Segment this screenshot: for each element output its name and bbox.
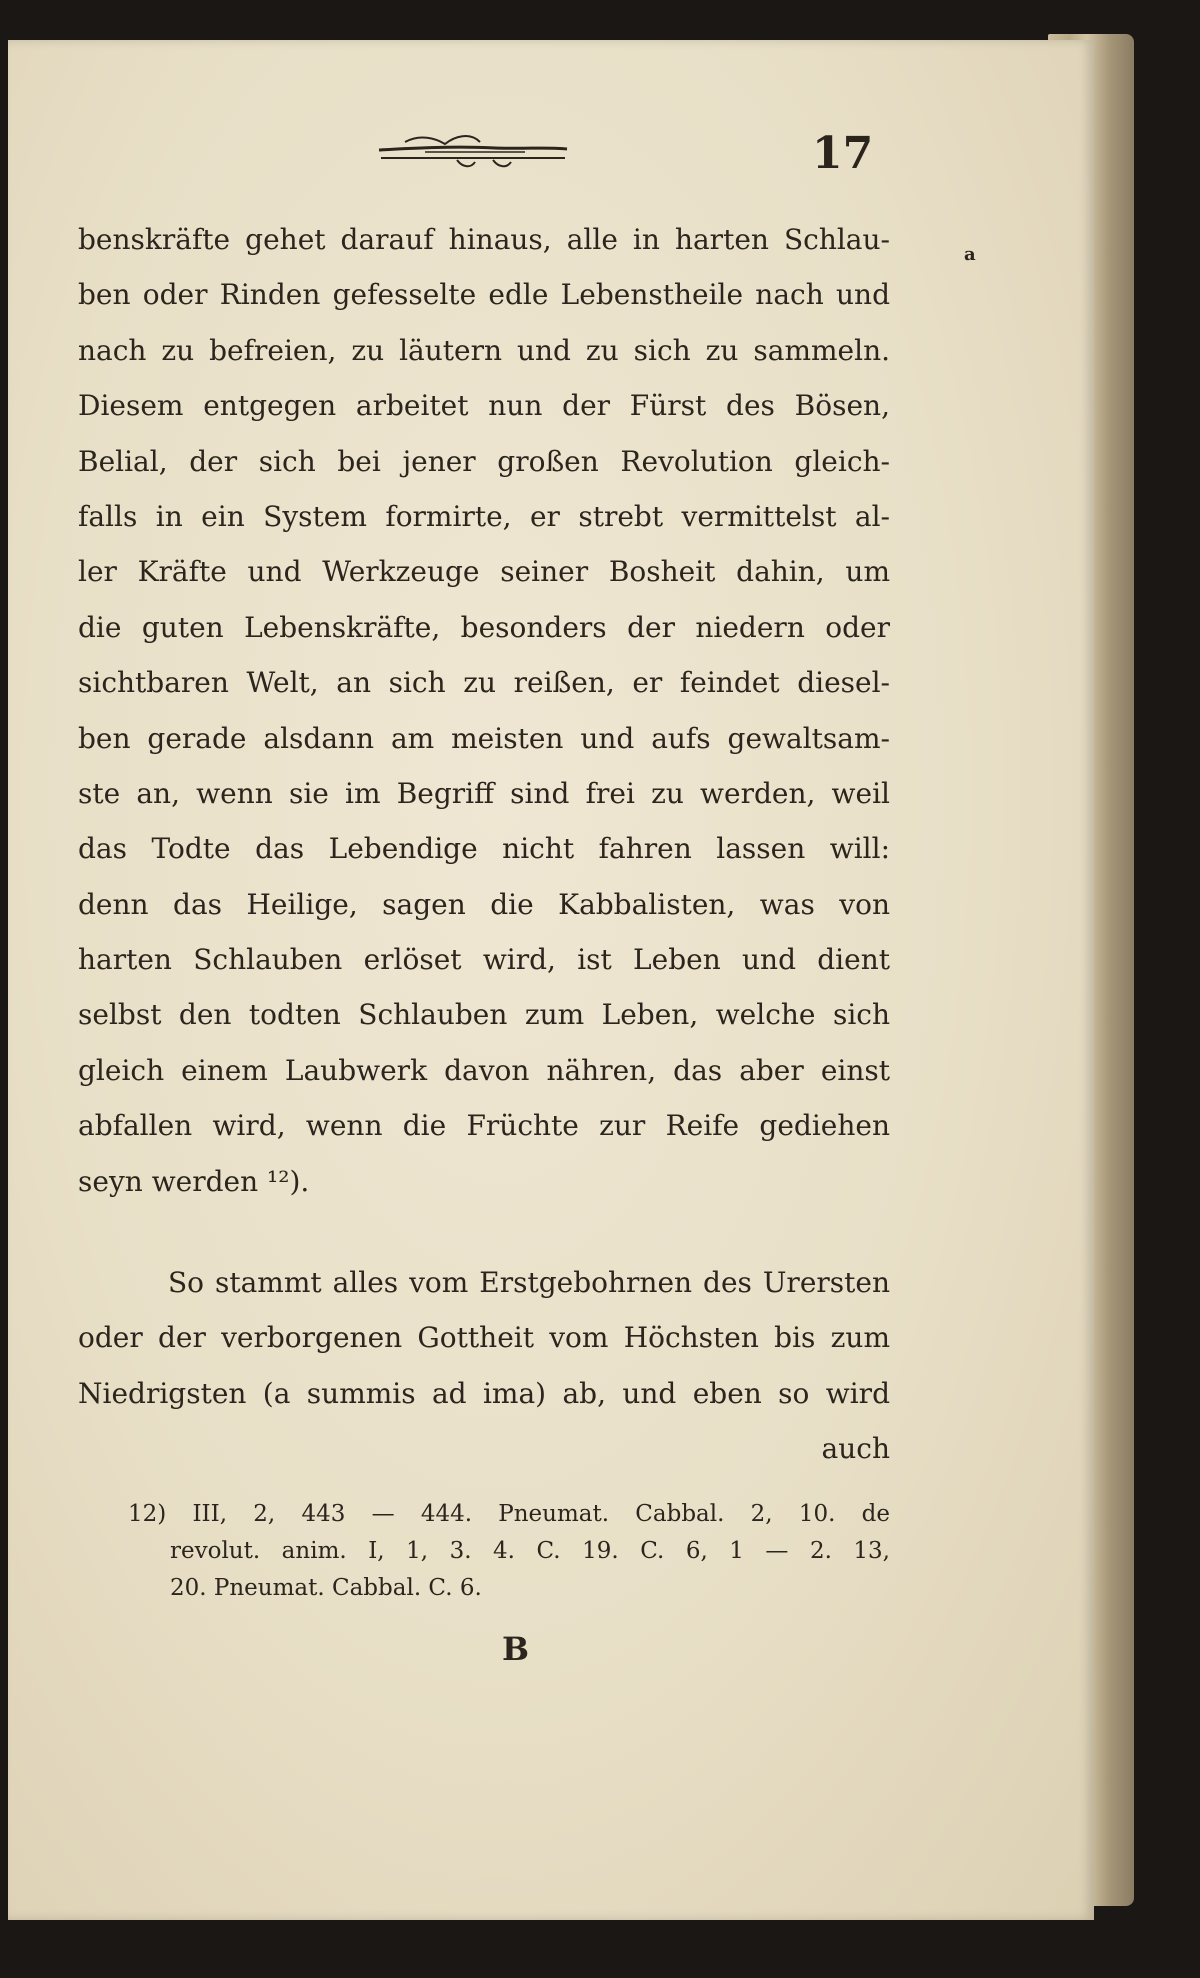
text-line: So stammt alles vom Erstgebohrnen des Urersten: [168, 1266, 890, 1300]
footnote-line: 12) III, 2, 443 — 444. Pneumat. Cabbal. 2, 10. de: [128, 1501, 890, 1527]
text-line: ste an, wenn sie im Begriff sind frei zu werden, weil: [78, 776, 890, 810]
text-line: Diesem entgegen arbeitet nun der Fürst des Bösen,: [78, 389, 890, 423]
text-line: selbst den todten Schlauben zum Leben, welche sich: [78, 998, 890, 1032]
text-line: Niedrigsten (a summis ad ima) ab, und eben so wird: [78, 1376, 890, 1410]
text-line: seyn werden ¹²).: [78, 1164, 310, 1198]
page-number: 17: [812, 128, 874, 179]
catchword: auch: [821, 1432, 890, 1466]
text-line: falls in ein System formirte, er strebt vermittelst al-: [78, 499, 890, 533]
margin-mark: a: [964, 244, 976, 265]
text-line: Belial, der sich bei jener großen Revolution gleich-: [78, 444, 890, 478]
text-line: die guten Lebenskräfte, besonders der niedern oder: [78, 610, 890, 644]
footnote-line: revolut. anim. I, 1, 3. 4. C. 19. C. 6, 1 — 2. 13,: [170, 1538, 890, 1564]
text-line: ben gerade alsdann am meisten und aufs gewaltsam-: [78, 721, 890, 755]
text-line: oder der verborgenen Gottheit vom Höchsten bis zum: [78, 1321, 890, 1355]
text-line: ben oder Rinden gefesselte edle Lebenstheile nach und: [78, 278, 890, 312]
text-line: nach zu befreien, zu läutern und zu sich zu sammeln.: [78, 333, 890, 367]
text-line: abfallen wird, wenn die Früchte zur Reife gediehen: [78, 1109, 890, 1143]
text-line: das Todte das Lebendige nicht fahren lassen will:: [78, 832, 890, 866]
footnote-line: 20. Pneumat. Cabbal. C. 6.: [170, 1575, 482, 1601]
text-line: benskräfte gehet darauf hinaus, alle in harten Schlau-: [78, 223, 890, 256]
body-text: [78, 212, 890, 1477]
signature-mark: B: [502, 1630, 530, 1668]
text-line: denn das Heilige, sagen die Kabbalisten, was von: [78, 887, 890, 921]
footnote: [128, 1496, 890, 1607]
text-line: harten Schlauben erlöset wird, ist Leben und dient: [78, 943, 890, 977]
ornament-icon: [375, 128, 570, 174]
text-line: sichtbaren Welt, an sich zu reißen, er feindet diesel-: [78, 666, 890, 700]
text-line: gleich einem Laubwerk davon nähren, das aber einst: [78, 1053, 890, 1087]
text-line: ler Kräfte und Werkzeuge seiner Bosheit dahin, um: [78, 555, 890, 589]
